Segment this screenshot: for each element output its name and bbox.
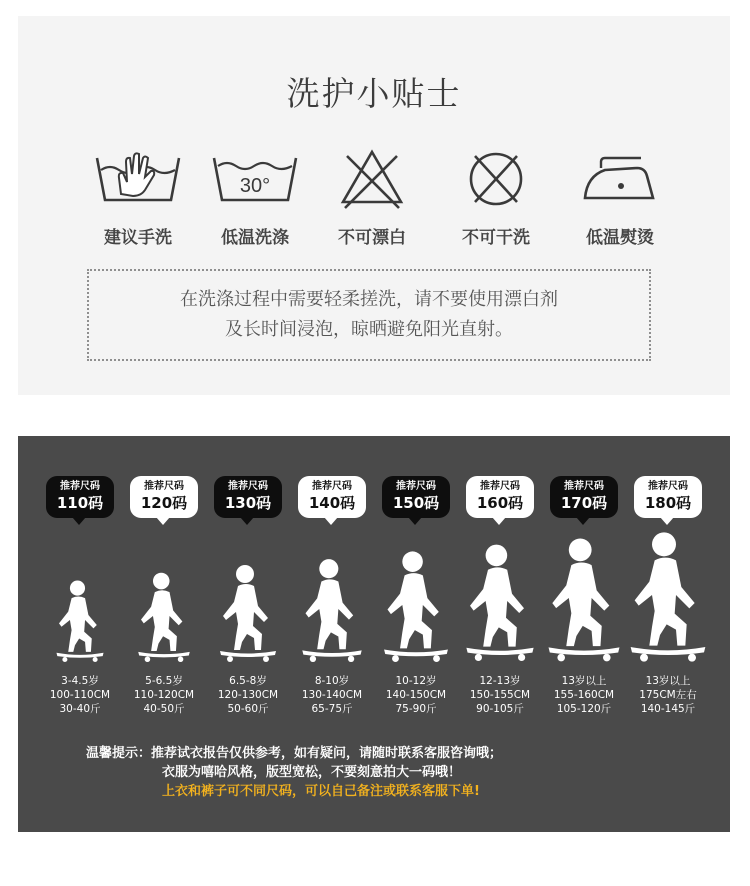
bubble-badge: 推荐尺码 [648, 481, 688, 492]
weight-text: 90-105斤 [476, 703, 524, 715]
kid-skater-icon [38, 578, 122, 662]
bubble-size: 140码 [308, 494, 356, 512]
weight-text: 75-90斤 [395, 703, 437, 715]
no-bleach-icon [327, 144, 417, 214]
kid-skater-icon [206, 562, 290, 662]
age-text: 6.5-8岁 [229, 675, 267, 687]
bubble-size: 160码 [476, 494, 524, 512]
no-dryclean-label: 不可干洗 [462, 228, 530, 248]
care-title: 洗护小贴士 [286, 74, 462, 113]
kid-skater-icon [626, 528, 710, 662]
tip-line1: 温馨提示：推荐试衣报告仅供参考，如有疑问，请随时联系客服咨询哦； [86, 746, 503, 761]
bubble-badge: 推荐尺码 [60, 481, 100, 492]
height-text: 110-120CM [133, 689, 195, 701]
hand-wash-label: 建议手洗 [104, 228, 172, 248]
wash-30-label: 低温洗涤 [221, 228, 289, 248]
bubble-size: 150码 [392, 494, 440, 512]
size-column-150 [374, 436, 458, 736]
size-caption [618, 674, 718, 716]
no-bleach-label: 不可漂白 [338, 228, 406, 248]
weight-text: 105-120斤 [556, 703, 612, 715]
bubble-size: 170码 [560, 494, 608, 512]
bubble-badge: 推荐尺码 [312, 481, 352, 492]
height-text: 130-140CM [301, 689, 363, 701]
weight-text: 140-145斤 [640, 703, 696, 715]
age-text: 3-4.5岁 [61, 675, 99, 687]
bubble-badge: 推荐尺码 [564, 481, 604, 492]
bubble-badge: 推荐尺码 [396, 481, 436, 492]
bubble-badge: 推荐尺码 [144, 481, 184, 492]
height-text: 120-130CM [217, 689, 279, 701]
height-text: 140-150CM [385, 689, 447, 701]
size-chart-card [18, 436, 730, 832]
care-note-line1: 在洗涤过程中需要轻柔搓洗，请不要使用漂白剂 [180, 289, 558, 310]
kid-skater-icon [374, 548, 458, 662]
bubble-size: 120码 [140, 494, 188, 512]
no-dryclean-icon [451, 144, 541, 214]
size-column-170 [542, 436, 626, 736]
kid-skater-icon [122, 570, 206, 662]
bubble-badge: 推荐尺码 [228, 481, 268, 492]
weight-text: 40-50斤 [143, 703, 185, 715]
wash-30-icon [210, 144, 300, 214]
care-note-text [89, 285, 649, 345]
kid-skater-icon [542, 534, 626, 662]
bubble-badge: 推荐尺码 [480, 481, 520, 492]
size-column-120 [122, 436, 206, 736]
size-bubble [46, 476, 114, 518]
low-iron-label: 低温熨烫 [586, 228, 654, 248]
care-note-line2: 及长时间浸泡，晾晒避免阳光直射。 [225, 319, 513, 340]
height-text: 100-110CM [49, 689, 111, 701]
height-text: 150-155CM [469, 689, 531, 701]
age-text: 13岁以上 [645, 675, 691, 687]
size-bubble [298, 476, 366, 518]
care-note-box [87, 269, 651, 361]
size-bubble [214, 476, 282, 518]
size-bubble [550, 476, 618, 518]
care-tips-card [18, 16, 730, 395]
age-text: 10-12岁 [395, 675, 437, 687]
height-text: 175CM左右 [639, 689, 697, 701]
size-column-140 [290, 436, 374, 736]
wash-temp-text: 30° [239, 175, 271, 197]
size-column-110 [38, 436, 122, 736]
weight-text: 65-75斤 [311, 703, 353, 715]
low-iron-icon [575, 144, 665, 214]
tip-line3-highlight: 上衣和裤子可不同尺码，可以自己备注或联系客服下单! [162, 784, 480, 799]
hand-wash-icon [93, 144, 183, 214]
size-column-180 [626, 436, 710, 736]
kid-skater-icon [458, 540, 542, 662]
kid-skater-icon [290, 556, 374, 662]
tip-line2: 衣服为嘻哈风格，版型宽松，不要刻意拍大一码哦！ [162, 765, 462, 780]
size-bubble [466, 476, 534, 518]
age-text: 12-13岁 [479, 675, 521, 687]
size-bubble [130, 476, 198, 518]
bubble-size: 110码 [56, 494, 104, 512]
height-text: 155-160CM [553, 689, 615, 701]
age-text: 13岁以上 [561, 675, 607, 687]
age-text: 8-10岁 [314, 675, 350, 687]
bubble-size: 130码 [224, 494, 272, 512]
weight-text: 50-60斤 [227, 703, 269, 715]
size-column-130 [206, 436, 290, 736]
size-column-160 [458, 436, 542, 736]
weight-text: 30-40斤 [59, 703, 101, 715]
size-bubble [634, 476, 702, 518]
size-bubble [382, 476, 450, 518]
bubble-size: 180码 [644, 494, 692, 512]
age-text: 5-6.5岁 [145, 675, 183, 687]
size-tips [86, 744, 502, 801]
